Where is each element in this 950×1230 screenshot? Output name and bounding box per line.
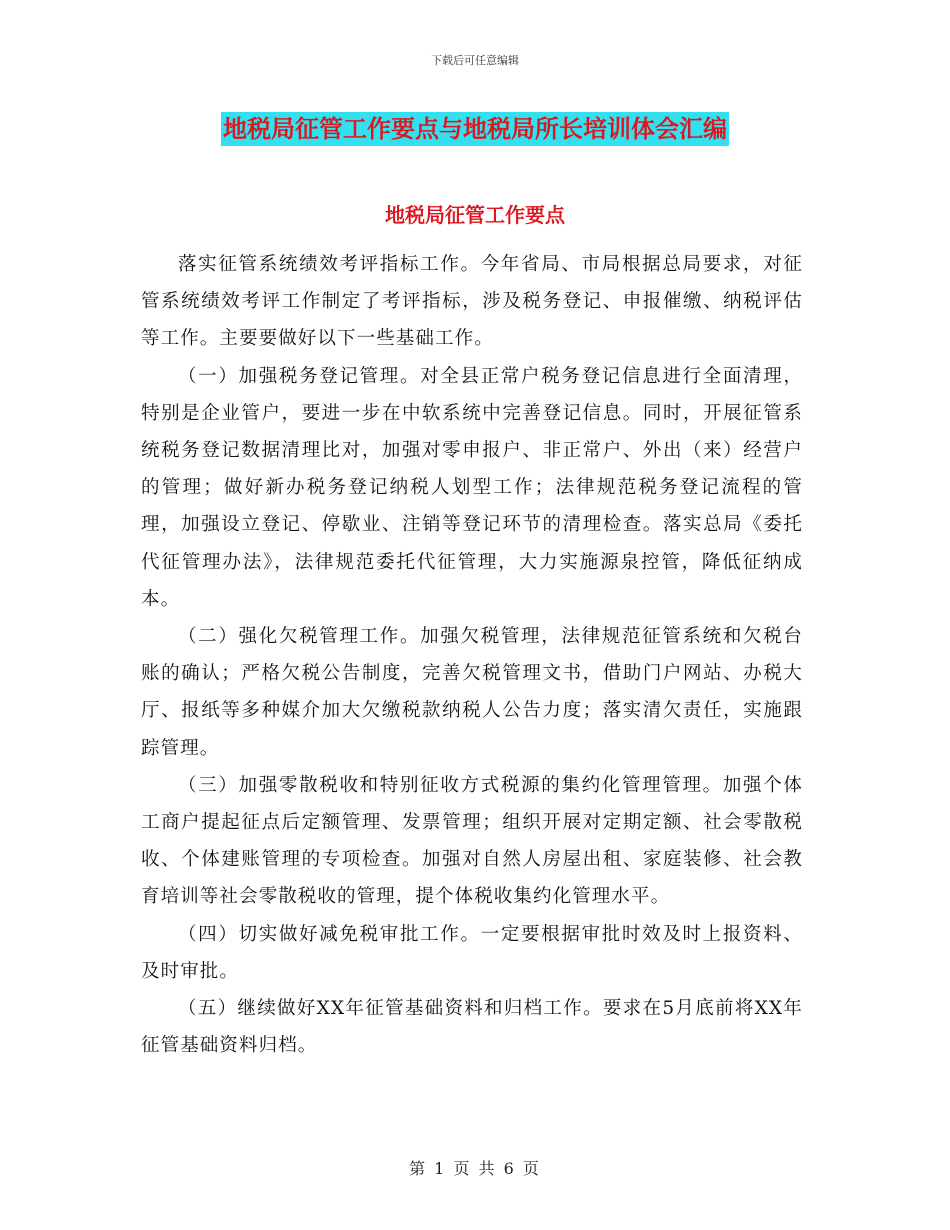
paragraph-intro: 落实征管系统绩效考评指标工作。今年省局、市局根据总局要求，对征管系统绩效考评工作制定了考评指标，涉及税务登记、申报催缴、纳税评估等工作。主要要做好以下一些基础工作。: [141, 254, 803, 350]
main-title: 地税局征管工作要点与地税局所长培训体会汇编: [221, 112, 729, 146]
paragraph-item-2: （二）强化欠税管理工作。加强欠税管理，法律规范征管系统和欠税台账的确认；严格欠税公告制度，完善欠税管理文书，借助门户网站、办税大厅、报纸等多种媒介加大欠缴税款纳税人公告力度；落实清欠责任，实施跟踪管理。: [141, 626, 803, 759]
section-title: 地税局征管工作要点: [385, 203, 565, 227]
main-title-container: [0, 112, 950, 146]
document-body: [141, 246, 803, 1064]
paragraph-item-5: （五）继续做好XX年征管基础资料和归档工作。要求在5月底前将XX年征管基础资料归档。: [141, 998, 803, 1057]
paragraph-item-3: （三）加强零散税收和特别征收方式税源的集约化管理管理。加强个体工商户提起征点后定额管理、发票管理；组织开展对定期定额、社会零散税收、个体建账管理的专项检查。加强对自然人房屋出租、家庭装修、社会教育培训等社会零散税收的管理，提个体税收集约化管理水平。: [141, 774, 803, 908]
paragraph-item-1: （一）加强税务登记管理。对全县正常户税务登记信息进行全面清理，特别是企业管户，要进一步在中软系统中完善登记信息。同时，开展征管系统税务登记数据清理比对，加强对零申报户、非正常户、外出（来）经营户的管理；做好新办税务登记纳税人划型工作；法律规范税务登记流程的管理，加强设立登记、停歇业、注销等登记环节的清理检查。落实总局《委托代征管理办法》，法律规范委托代征管理，大力实施源泉控管，降低征纳成本。: [141, 365, 803, 610]
page-footer-indicator: 第 1 页 共 6 页: [409, 1159, 541, 1178]
page-header-note: 下载后可任意编辑: [431, 54, 519, 67]
paragraph-item-4: （四）切实做好减免税审批工作。一定要根据审批时效及时上报资料、及时审批。: [141, 923, 803, 982]
